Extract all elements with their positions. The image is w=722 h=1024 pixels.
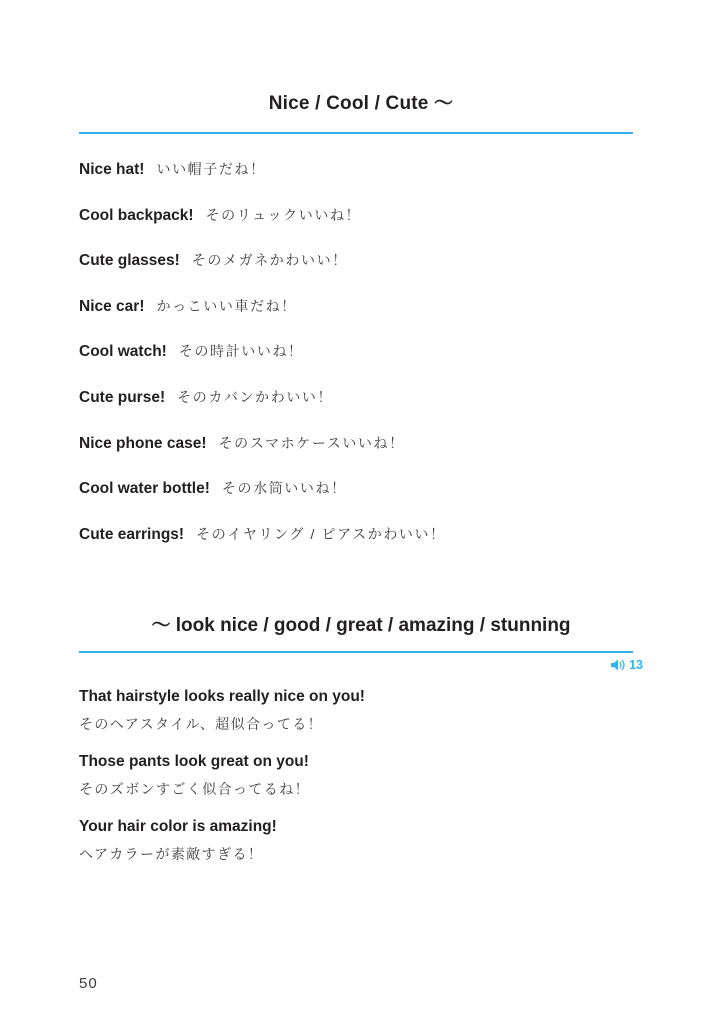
section-nice-cool-cute (79, 0, 643, 544)
page-number: 50 (79, 975, 98, 992)
phrase-japanese: その時計いいね！ (178, 343, 304, 360)
phrase-english: Cool backpack! (79, 206, 194, 224)
list-item (79, 434, 643, 454)
phrase-japanese: そのイヤリング / ピアスかわいい！ (196, 525, 446, 542)
audio-track-number: 13 (629, 658, 643, 673)
phrase-english: Cute earrings! (79, 525, 185, 543)
list-item (79, 160, 643, 180)
phrase-english: Those pants look great on you! (79, 753, 309, 771)
list-item (79, 251, 643, 271)
phrase-japanese: そのカバンかわいい！ (177, 388, 334, 405)
phrase-japanese: そのヘアスタイル、超似合ってる！ (79, 716, 324, 733)
list-item (79, 206, 643, 226)
section-look-nice (79, 610, 643, 864)
section-one-divider (79, 132, 633, 134)
phrase-english: That hairstyle looks really nice on you! (79, 688, 365, 706)
phrase-english: Nice hat! (79, 161, 145, 178)
phrase-japanese: その水筒いいね！ (221, 480, 347, 497)
list-item (79, 817, 643, 864)
section-two-title: 〜 look nice / good / great / amazing / stunning (151, 615, 571, 637)
phrase-japanese: そのスマホケースいいね！ (218, 434, 405, 451)
list-item (79, 687, 643, 734)
section-one-title: Nice / Cool / Cute 〜 (268, 93, 454, 114)
list-item (79, 752, 643, 799)
phrase-japanese: ヘアカラーが素敵すぎる！ (79, 846, 264, 863)
list-item (79, 479, 643, 499)
list-item (79, 525, 643, 545)
phrase-japanese: そのズボンすごく似合ってるね！ (79, 781, 310, 798)
phrase-english: Cool water bottle! (79, 480, 210, 498)
phrase-english: Your hair color is amazing! (79, 818, 277, 836)
phrase-english: Cute purse! (79, 388, 166, 406)
phrase-japanese: そのリュックいいね！ (205, 206, 362, 223)
phrase-english: Nice phone case! (79, 434, 207, 452)
list-item (79, 342, 643, 362)
phrase-japanese: かっこいい車だね！ (156, 297, 297, 314)
list-item (79, 297, 643, 317)
audio-track-marker[interactable] (79, 657, 643, 673)
phrase-english: Cool watch! (79, 343, 167, 361)
section-two-divider (79, 651, 633, 653)
phrase-japanese: そのメガネかわいい！ (191, 252, 348, 269)
phrase-japanese: いい帽子だね！ (156, 161, 266, 177)
phrase-english: Cute glasses! (79, 252, 180, 270)
list-item (79, 388, 643, 408)
phrase-english: Nice car! (79, 297, 145, 315)
speaker-icon[interactable] (610, 658, 626, 672)
